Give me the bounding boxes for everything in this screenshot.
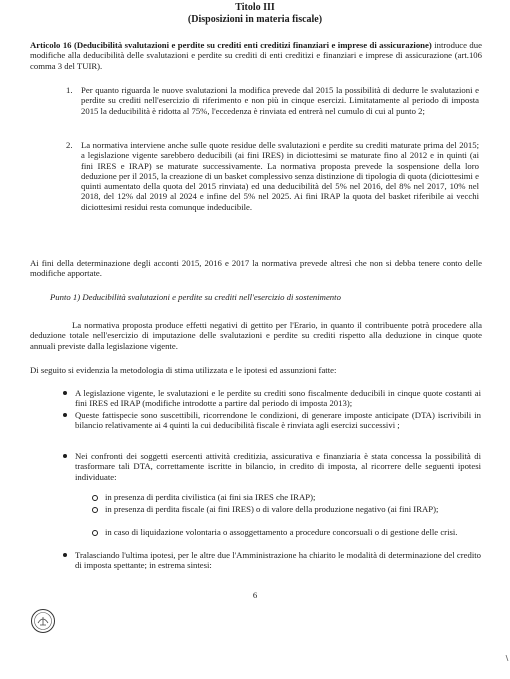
- sub-item-1: in presenza di perdita civilistica (ai fini sia IRES che IRAP);: [105, 492, 316, 502]
- seal-icon: [30, 608, 56, 634]
- numbered-item-2: La normativa interviene anche sulle quote residue delle svalutazioni e perdite su crediti maturate prima del 2015; a legislazione vigente sarebbero deducibili (ai fini IRES) in diciottesimi se maturate fino al 2012 e in quinti (ai fini IRES e IRAP) se maturate successivamente. La normativa proposta prevede la sospensione della loro deduzione per il 2015, la creazione di un basket complessivo senza distinzione di tipologia di quota (diciottesimi e quinti aumentato della quota del 2015 rinviata) ed una deducibilità del 5% nel 2016, del 8% nel 2017, 10% nel 2018, del 12% dal 2019 al 2024 e infine del 5% nel 2025. Ai fini IRAP la quota del basket riferibile ai vecchi diciottesimi residui resta comunque indeducibile.: [81, 140, 479, 212]
- bullet-dot-icon: [63, 553, 67, 557]
- item-number-1: 1.: [66, 85, 73, 95]
- page-number: 6: [252, 590, 258, 600]
- item-number-2: 2.: [66, 140, 73, 150]
- bullet-item-3: Nei confronti dei soggetti esercenti attività creditizia, assicurativa e finanziaria è stata concessa la possibilità di trasformare tali DTA, correttamente iscritte in bilancio, in credito di imposta, al ricorrere delle seguenti ipotesi individuate:: [75, 451, 481, 482]
- page-subtitle: (Disposizioni in materia fiscale): [187, 14, 323, 25]
- bullet-dot-icon: [63, 391, 67, 395]
- numbered-item-1: Per quanto riguarda le nuove svalutazioni la modifica prevede dal 2015 la possibilità di dedurre le svalutazioni e perdite su crediti nell'esercizio di riferimento e non più in cinque esercizi. Limitatamente al periodo di imposta 2015 la deducibilità è ridotta al 75%, l'eccedenza è rinviata ed entrerà nel cumulo di cui al punto 2;: [81, 85, 479, 116]
- sub-bullet-circle-icon: [92, 495, 98, 501]
- bullet-dot-icon: [63, 413, 67, 417]
- corner-mark-icon: [505, 655, 509, 661]
- bullet-item-2: Queste fattispecie sono suscettibili, ricorrendone le condizioni, di generare imposte anticipate (DTA) iscrivibili in bilancio relativamente ai 4 quinti la cui deducibilità fiscale è rinviata agli esercizi successivi ;: [75, 410, 481, 431]
- section-heading-punto-1: Punto 1) Deducibilità svalutazioni e perdite su crediti nell'esercizio di sostenimento: [50, 292, 341, 302]
- methodology-paragraph: Di seguito si evidenzia la metodologia di stima utilizzata e le ipotesi ed assunzioni fatte:: [30, 365, 337, 375]
- sub-bullet-circle-icon: [92, 507, 98, 513]
- article-text: introduce due modifiche alla deducibilità delle svalutazioni e perdite su crediti di enti creditizi e finanziari e imprese di assicurazione (art.106 comma 3 del TUIR).: [30, 40, 482, 71]
- article-paragraph: [30, 40, 482, 71]
- bullet-item-4: Tralasciando l'ultima ipotesi, per le altre due l'Amministrazione ha chiarito le modalità di determinazione del credito di imposta spettante; in estrema sintesi:: [75, 550, 481, 571]
- sub-item-3: in caso di liquidazione volontaria o assoggettamento a procedure concorsuali o di gestione delle crisi.: [105, 527, 458, 537]
- bullet-dot-icon: [63, 454, 67, 458]
- sub-bullet-circle-icon: [92, 530, 98, 536]
- acconti-paragraph: Ai fini della determinazione degli acconti 2015, 2016 e 2017 la normativa prevede altresì che non si debba tenere conto delle modifiche apportate.: [30, 258, 482, 279]
- effects-paragraph: La normativa proposta produce effetti negativi di gettito per l'Erario, in quanto il contribuente potrà procedere alla deduzione totale nell'esercizio di imputazione delle svalutazioni e perdite su crediti rispetto alla deduzione in cinque quote annuali previste dalla legislazione vigente.: [30, 320, 482, 351]
- page-title: Titolo III: [235, 2, 275, 13]
- article-heading: Articolo 16 (Deducibilità svalutazioni e perdite su crediti enti creditizi finanziari e imprese di assicurazione): [30, 40, 432, 50]
- sub-item-2: in presenza di perdita fiscale (ai fini IRES) o di valore della produzione negativo (ai fini IRAP);: [105, 504, 439, 514]
- bullet-item-1: A legislazione vigente, le svalutazioni e le perdite su crediti sono fiscalmente deducibili in cinque quote costanti ai fini IRES ed IRAP (modifiche introdotte a partire dal periodo di imposta 2013);: [75, 388, 481, 409]
